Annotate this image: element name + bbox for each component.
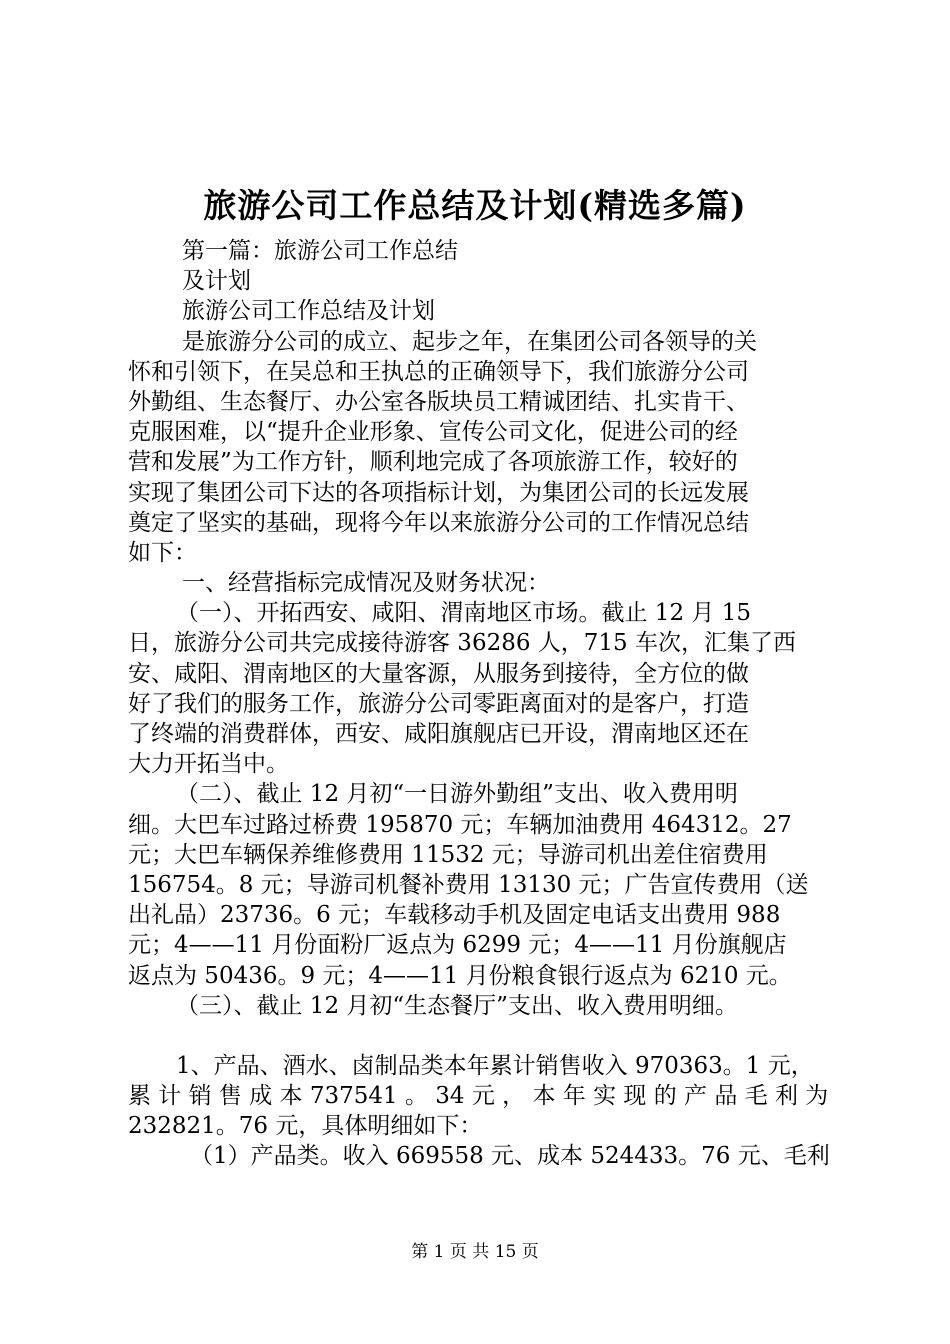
page-footer: 第 1 页 共 15 页 xyxy=(411,1242,539,1262)
text-line: 如下： xyxy=(128,539,197,566)
blank-line xyxy=(128,1021,832,1051)
text-line: 日，旅游分公司共完成接待游客 36286 人，715 车次，汇集了西 xyxy=(128,630,796,657)
text-line: 出礼品）23736。6 元；车载移动手机及固定电话支出费用 988 xyxy=(128,902,781,929)
text-line: 156754。8 元；导游司机餐补费用 13130 元；广告宣传费用（送 xyxy=(128,871,809,898)
text-line: 元；4——11 月份面粉厂返点为 6299 元；4——11 月份旗舰店 xyxy=(128,932,787,959)
text-line: （二）、截止 12 月初“一日游外勤组”支出、收入费用明 xyxy=(176,781,738,808)
paragraph-products xyxy=(128,1141,832,1171)
text-line: 一、经营指标完成情况及财务状况： xyxy=(182,570,550,597)
text-line: 营和发展”为工作方针，顺利地完成了各项旅游工作，较好的 xyxy=(128,449,738,476)
text-line: 好了我们的服务工作，旅游分公司零距离面对的是客户，打造 xyxy=(128,690,749,717)
text-line: 奠定了坚实的基础，现将今年以来旅游分公司的工作情况总结 xyxy=(128,509,749,536)
paragraph-sales xyxy=(128,1051,832,1142)
text-line: 安、咸阳、渭南地区的大量客源，从服务到接待，全方位的做 xyxy=(128,660,749,687)
text-line: 外勤组、生态餐厅、办公室各版块员工精诚团结、扎实肯干、 xyxy=(128,388,749,415)
text-line: 累 计 销 售 成 本 737541 。 34 元 ， 本 年 实 现 的 产 品 毛 利 为 xyxy=(128,1083,829,1110)
paragraph-market xyxy=(128,598,832,779)
paragraph-expenses xyxy=(128,779,832,990)
text-line: 实现了集团公司下达的各项指标计划，为集团公司的长远发展 xyxy=(128,479,749,506)
document-body xyxy=(128,236,832,1172)
heading-line: 第一篇：旅游公司工作总结 xyxy=(182,238,458,264)
text-line: （三）、截止 12 月初“生态餐厅”支出、收入费用明细。 xyxy=(176,992,738,1019)
text-line: 细。大巴车过路过桥费 195870 元；车辆加油费用 464312。27 xyxy=(128,811,792,838)
text-line: 是旅游分公司的成立、起步之年，在集团公司各领导的关 xyxy=(182,328,757,355)
section-heading xyxy=(128,568,832,598)
text-line: （1）产品类。收入 669558 元、成本 524433。76 元、毛利 xyxy=(190,1143,830,1170)
text-line: 1、产品、酒水、卤制品类本年累计销售收入 970363。1 元， xyxy=(176,1052,814,1079)
text-line: 大力开拓当中。 xyxy=(128,751,289,778)
document-title: 旅游公司工作总结及计划(精选多篇) xyxy=(203,186,747,225)
subtitle: 旅游公司工作总结及计划 xyxy=(182,298,435,325)
text-line: 232821。76 元，具体明细如下： xyxy=(128,1113,483,1140)
text-line: 了终端的消费群体，西安、咸阳旗舰店已开设，渭南地区还在 xyxy=(128,721,749,747)
text-line: 克服困难，以“提升企业形象、宣传公司文化，促进公司的经 xyxy=(128,419,738,446)
text-line: 元；大巴车辆保养维修费用 11532 元；导游司机出差住宿费用 xyxy=(128,841,768,868)
text-line: （一）、开拓西安、咸阳、渭南地区市场。截止 12 月 15 xyxy=(176,600,751,627)
paragraph-intro xyxy=(128,327,832,569)
text-line: 返点为 50436。9 元；4——11 月份粮食银行返点为 6210 元。 xyxy=(128,962,792,989)
text-line: 怀和引领下，在吴总和王执总的正确领导下，我们旅游分公司 xyxy=(128,358,749,385)
heading-line: 及计划 xyxy=(182,268,251,295)
paragraph-restaurant xyxy=(128,991,832,1021)
